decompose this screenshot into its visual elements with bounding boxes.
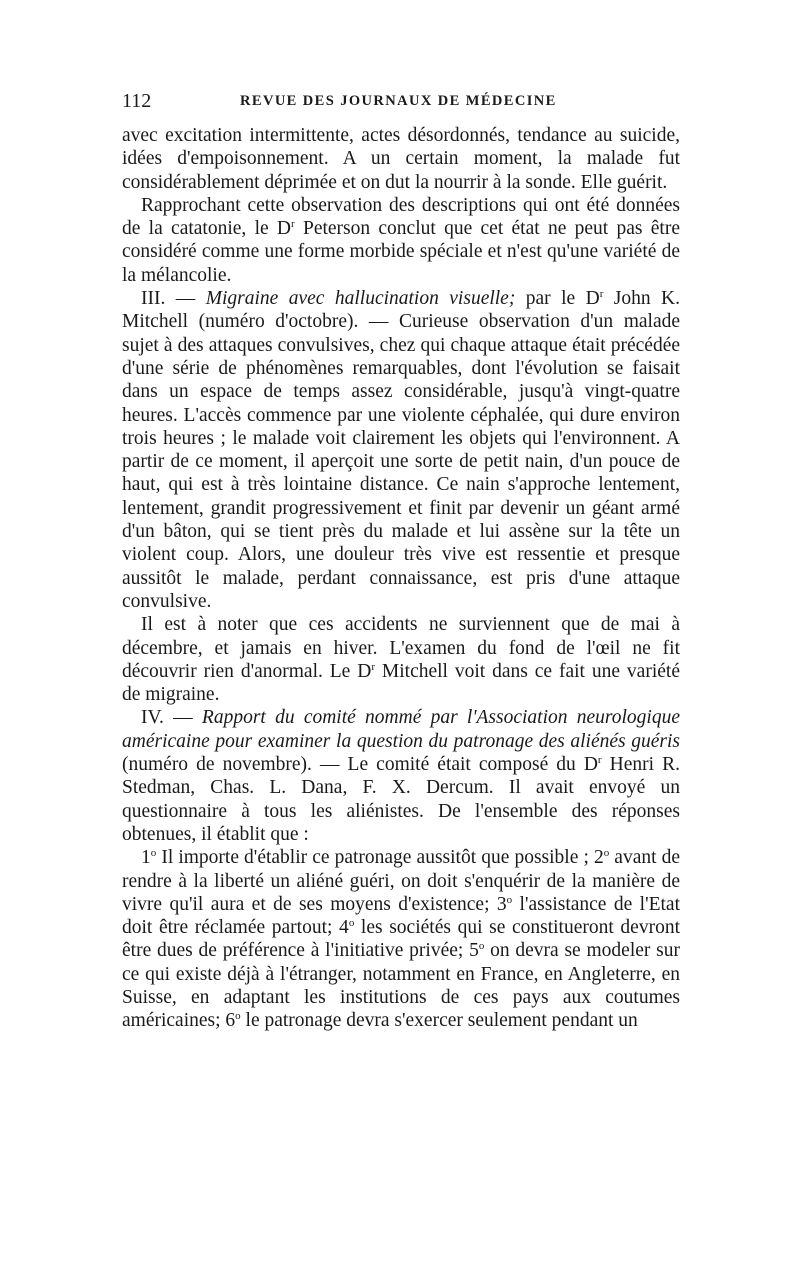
superscript: r: [597, 754, 602, 767]
section-title: Rapport du comité nommé par l'Association neurologique américaine pour examiner la question du patronage des aliénés guéris: [122, 707, 681, 752]
paragraph-5-text-a: (numéro de novembre). — Le comité était composé du D: [122, 754, 598, 776]
list-text: on devra se modeler sur ce qui existe déjà à l'étranger, notamment en France, en Angleterre, en Suisse, en adaptant les institutions de ces pays aux coutumes américaines; 6: [122, 940, 680, 1032]
paragraph-1-text: avec excitation intermittente, actes désordonnés, tendance au suicide, idées d'empoisonnement. A un certain moment, la malade fut considérablement déprimée et on dut la nourrir à la sonde. Elle guérit.: [122, 125, 680, 193]
superscript: r: [599, 288, 604, 301]
superscript: r: [291, 218, 295, 231]
superscript: o: [150, 847, 157, 860]
list-text: le patronage devra s'exercer seulement pendant un: [240, 1010, 638, 1032]
page-header: [122, 90, 680, 124]
superscript: r: [371, 660, 375, 673]
paragraph-4-text-a: Il est à noter que ces accidents ne surviennent que de mai à décembre, et jamais en hiver. L'examen du fond de l'œil ne fit découvrir rien d'anormal. Le D: [122, 614, 680, 682]
paragraph-1: [122, 124, 680, 194]
superscript: o: [478, 940, 485, 953]
paragraph-2-text-b: Peterson conclut que cet état ne peut pas être considéré comme une forme morbide spéciale et n'est qu'une variété de la mélancolie.: [122, 218, 680, 286]
paragraph-3-text-a: par le D: [515, 288, 600, 310]
paragraph-4-text-b: Mitchell voit dans ce fait une variété de migraine.: [122, 660, 680, 706]
body-text: [122, 124, 680, 1033]
paragraph-5-text-b: Henri R. Stedman, Chas. L. Dana, F. X. Dercum. Il avait envoyé un questionnaire à tous les aliénistes. De l'ensemble des réponses obtenues, il établit que :: [122, 754, 680, 845]
superscript: o: [506, 893, 513, 906]
section-title: Migraine avec hallucination visuelle;: [205, 288, 516, 310]
running-title: REVUE DES JOURNAUX DE MÉDECINE: [240, 93, 557, 109]
paragraph-2: [122, 194, 680, 287]
page-number: 112: [122, 90, 152, 112]
document-page: [122, 90, 680, 1033]
paragraph-2-text-a: Rapprochant cette observation des descriptions qui ont été données de la catatonie, le D: [122, 194, 680, 240]
superscript: o: [348, 917, 355, 930]
paragraph-3-text-b: John K. Mitchell (numéro d'octobre). — Curieuse observation d'un malade sujet à des attaques convulsives, chez qui chaque attaque était précédée d'une série de phénomènes remarquables, dont l'évolution se faisait dans un espace de temps assez considérable, jusqu'à vingt-quatre heures. L'accès commence par une violente céphalée, qui dure environ trois heures ; le malade voit clairement les objets qui l'environnent. A partir de ce moment, il aperçoit une sorte de petit nain, d'un pouce de haut, qui est à très lointaine distance. Ce nain s'approche lentement, lentement, grandit progressivement et finit par devenir un géant armé d'un bâton, qui se tient près du malade et lui assène sur la tête un violent coup. Alors, une douleur très vive est ressentie et presque aussitôt le malade, perdant connaissance, est pris d'une attaque convulsive.: [122, 288, 681, 612]
paragraph-4: [122, 613, 680, 706]
list-text: Il importe d'établir ce patronage aussitôt que possible ; 2: [156, 847, 604, 869]
paragraph-3-section-iii: [122, 287, 680, 613]
list-text: les sociétés qui se constitueront devront être dues de préférence à l'initiative privée; 5: [122, 917, 680, 962]
superscript: o: [603, 847, 610, 860]
list-number: 1: [141, 847, 151, 869]
paragraph-5-section-iv: [122, 706, 680, 846]
section-number: III. —: [141, 288, 206, 310]
list-text: avant de rendre à la liberté un aliéné guéri, on doit s'enquérir de la manière de vivre qu'il aura et de ses moyens d'existence; 3: [122, 847, 680, 915]
superscript: o: [235, 1010, 241, 1023]
section-number: IV. —: [141, 707, 202, 729]
paragraph-6-list: [122, 846, 680, 1032]
list-text: l'assistance de l'Etat doit être réclamée partout; 4: [122, 893, 681, 939]
